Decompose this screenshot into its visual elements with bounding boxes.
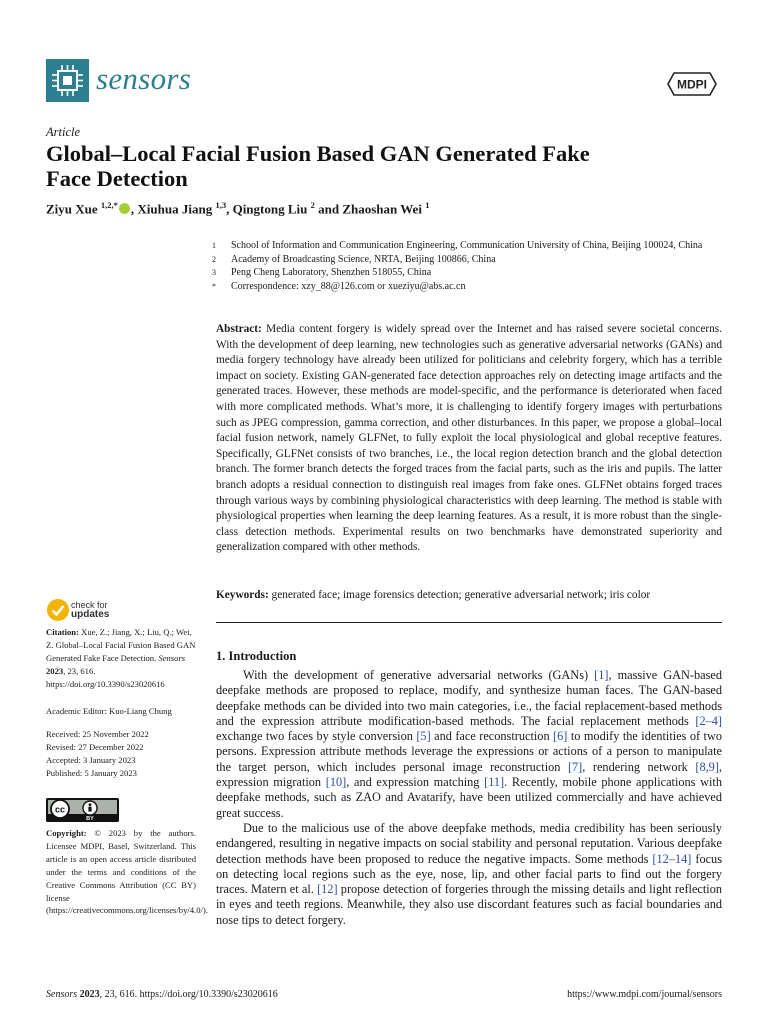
abstract <box>216 322 722 556</box>
citation-year: 2023 <box>46 665 64 676</box>
section-heading: 1. Introduction <box>216 649 297 663</box>
reference-link[interactable]: [12–14] <box>652 851 692 866</box>
reference-link[interactable]: [11] <box>484 775 505 790</box>
paragraph-text: , and expression matching <box>346 775 485 790</box>
affiliation-text: School of Information and Communication Engineering, Communication University of China, Beijing 100024, China <box>231 240 703 251</box>
affiliations <box>212 239 732 293</box>
reference-link[interactable]: [7] <box>567 759 583 774</box>
reference-link[interactable]: [8,9] <box>695 759 719 774</box>
author-3-sup: 2 <box>310 200 315 210</box>
reference-link[interactable]: [10] <box>325 775 347 790</box>
intro-paragraph-2 <box>216 821 722 928</box>
paragraph-text: and face reconstruction <box>430 729 554 744</box>
academic-editor: Academic Editor: Kuo-Liang Chung <box>46 706 172 716</box>
authors-and: and <box>318 201 340 217</box>
author-2[interactable]: Xiuhua Jiang <box>137 201 213 217</box>
intro-paragraph-1 <box>216 668 722 821</box>
affiliation-text: Peng Cheng Laboratory, Shenzhen 518055, China <box>231 267 432 279</box>
dates-block <box>46 728 196 780</box>
footer-year: 2023 <box>79 989 100 1000</box>
cc-text: cc <box>54 804 66 815</box>
paragraph-text: . Recently, mobile phone applications with deepfake methods, such as ZAO and Avatarify, have been utilized commercially and have achieved great success. <box>216 775 722 820</box>
citation-journal: Sensors <box>158 652 186 663</box>
affiliation-item <box>212 266 732 280</box>
footer-journal: Sensors <box>46 989 78 1000</box>
affiliation-num: 1 <box>212 241 216 250</box>
paragraph-text: exchange two faces by style conversion <box>216 729 417 744</box>
check-line-2: updates <box>71 609 110 620</box>
copyright-block <box>46 827 208 917</box>
check-for-updates-label[interactable] <box>71 600 109 620</box>
author-1[interactable]: Ziyu Xue <box>46 201 98 217</box>
journal-logo-icon <box>46 59 89 102</box>
published-date: Published: 5 January 2023 <box>46 767 137 778</box>
paragraph-text: propose detection of forgeries through the missing details and light reflection in eyes and teeth regions. Meanwhile, they also use discordant features such as facial boundaries and nose tips to detect forgery. <box>216 882 723 927</box>
author-list: Ziyu Xue $^{1,2,*}$ , Xiuhua Jiang $^{1,3}$, Qingtong Liu $^2$ and Zhaoshan Wei $^1$ <box>46 200 430 217</box>
article-type: Article <box>46 125 81 139</box>
author-4[interactable]: Zhaoshan Wei <box>342 201 422 217</box>
keywords-label: Keywords: <box>216 589 269 601</box>
abstract-text: Media content forgery is widely spread over the Internet and has raised severe societal concerns. With the development of deep learning, new technologies such as generative adversarial networks (GANs) and media forgery technology have already been utilized for politicians and celebrity forgery, which has a terrible impact on society. Existing GAN-generated face detection approaches rely on detecting image artifacts and the generated traces. However, these methods are model-specific, and the performance is deteriorated when faced with more complicated methods. What’s more, it is challenging to identify forgery images with perturbations such as JPEG compression, gamma correction, and other disturbances. In this paper, we propose a global–local facial fusion network, namely GLFNet, to fully exploit the local physiological and global receptive features. Specifically, GLFNet consists of two branches, i.e., the local region detection branch and the global detection branch. The former branch detects the forged traces from the facial parts, such as the iris and pupils. The latter branch adopts a residual connection to distinguish real images from fake ones. GLFNet obtains forged traces through various ways by combining physiological characteristics with deep learning. The method is stable with physiological properties when learning the deep learning features. As a result, it is more robust than the single-class detection methods. Experimental results on two benchmarks have demonstrated superiority and generalization compared with other methods. <box>216 323 723 554</box>
citation-text: Xue, Z.; Jiang, X.; Liu, Q.; Wei, Z. Global–Local Facial Fusion Based GAN Generated Fake Face Detection. <box>46 627 196 663</box>
citation-label: Citation: <box>46 627 79 637</box>
check-line-1: check for <box>71 600 108 610</box>
check-for-updates-icon[interactable] <box>46 598 70 622</box>
by-text: BY <box>86 816 94 822</box>
paragraph-text: to modify the identities of two persons. Expression attribute methods leverage the expressions or actions of a person to manipulate the target person, which includes personal image reconstruction <box>216 729 722 774</box>
citation-block <box>46 626 196 691</box>
paragraph-text: Due to the malicious use of the above deepfake methods, media credibility has been seriously endangered, resulting in negative impacts on social stability and personal reputation. Various deepfake detection methods have been proposed to reduce the negative impacts. Some methods <box>216 820 722 866</box>
title-line-1: Global–Local Facial Fusion Based GAN Generated Fake <box>46 141 590 166</box>
orcid-icon[interactable] <box>119 203 130 214</box>
author-1-sup: 1,2,* <box>100 200 118 210</box>
affiliation-num: 3 <box>212 268 216 278</box>
footer-citation <box>46 989 278 1000</box>
keywords-text: generated face; image forensics detection; generative adversarial network; iris color <box>271 589 651 601</box>
author-3[interactable]: Qingtong Liu <box>232 201 308 217</box>
author-2-sup: 1,3 <box>215 200 227 210</box>
copyright-text: © 2023 by the authors. Licensee MDPI, Basel, Switzerland. This article is an open access article distributed under the terms and conditions of the Creative Commons Attribution (CC BY) license (https://creativecommons.org/licenses/by/4.0/). <box>46 828 208 916</box>
paragraph-text: With the development of generative adversarial networks (GANs) <box>243 668 595 682</box>
affiliation-item <box>212 280 732 294</box>
affiliation-text: Academy of Broadcasting Science, NRTA, Beijing 100866, China <box>231 253 496 265</box>
reference-link[interactable]: [12] <box>317 882 338 897</box>
affiliation-num: * <box>212 281 216 291</box>
footer-doi[interactable]: , 23, 616. https://doi.org/10.3390/s23020616 <box>99 989 278 1000</box>
affiliation-item <box>212 239 732 253</box>
page-title <box>46 141 686 191</box>
paragraph-text: , rendering network <box>582 759 696 774</box>
received-date: Received: 25 November 2022 <box>46 729 149 739</box>
keywords <box>216 589 722 601</box>
cc-by-license-badge[interactable] <box>46 798 119 822</box>
paragraph-text: focus on detecting local regions such as the eye, nose, lip, and other facial parts to find out the forgery traces. Matern et al. <box>216 851 722 897</box>
reference-link[interactable]: [2–4] <box>695 713 722 728</box>
paragraph-text: , expression migration <box>216 759 722 790</box>
affiliation-num: 2 <box>212 254 216 264</box>
correspondence-text[interactable]: Correspondence: xzy_88@126.com or xueziyu@abs.ac.cn <box>231 280 466 292</box>
paragraph-text: , massive GAN-based deepfake methods are proposed to replace, modify, and synthesize human faces. The GAN-based deepfake methods can be divided into two main categories, i.e., the facial replacement-based methods and the expression attribute modification-based methods. The facial replacement methods <box>216 668 722 728</box>
introduction-body <box>216 668 722 928</box>
journal-name: sensors <box>96 61 192 96</box>
title-line-2: Face Detection <box>46 166 188 191</box>
mdpi-label: MDPI <box>677 77 707 92</box>
accepted-date: Accepted: 3 January 2023 <box>46 754 136 765</box>
copyright-label: Copyright: <box>46 828 87 838</box>
affiliation-item <box>212 253 732 267</box>
reference-link[interactable]: [1] <box>594 668 609 682</box>
reference-link[interactable]: [5] <box>416 729 431 744</box>
footer-journal-url[interactable]: https://www.mdpi.com/journal/sensors <box>567 989 722 1000</box>
divider <box>216 622 722 623</box>
reference-link[interactable]: [6] <box>553 729 568 744</box>
author-4-sup: 1 <box>425 200 430 210</box>
abstract-label: Abstract: <box>216 323 262 335</box>
revised-date: Revised: 27 December 2022 <box>46 741 144 752</box>
citation-doi[interactable]: , 23, 616. https://doi.org/10.3390/s23020616 <box>46 665 165 689</box>
mdpi-logo <box>666 72 718 96</box>
